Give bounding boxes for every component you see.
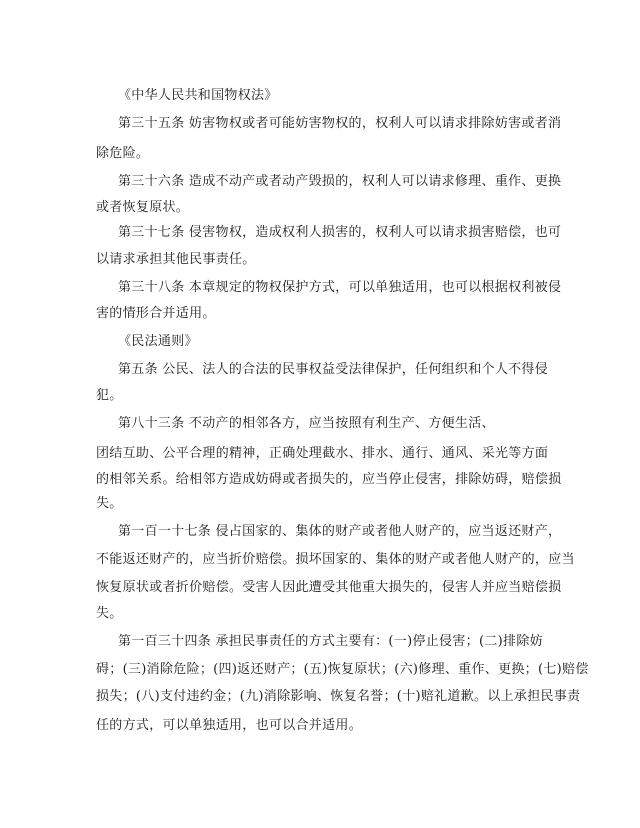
article-134-line-3: 损失；(八)支付违约金；(九)消除影响、恢复名誉；(十)赔礼道歉。以上承担民事责 — [96, 689, 581, 704]
article-83-line-1: 第八十三条 不动产的相邻各方，应当按照有利生产、方便生活、 — [118, 416, 495, 431]
article-134-line-2: 碍；(三)消除危险；(四)返还财产；(五)恢复原状；(六)修理、重作、更换；(七)赔偿 — [96, 662, 589, 677]
article-36-line-2: 或者恢复原状。 — [96, 200, 190, 215]
article-117-line-2: 不能返还财产的，应当折价赔偿。损坏国家的、集体的财产或者他人财产的，应当 — [96, 552, 575, 567]
article-134-line-4: 任的方式，可以单独适用，也可以合并适用。 — [96, 718, 363, 733]
article-37-line-2: 以请求承担其他民事责任。 — [96, 252, 256, 267]
article-83-line-3: 的相邻关系。给相邻方造成妨碍或者损失的，应当停止侵害，排除妨碍，赔偿损 — [96, 472, 562, 487]
article-37-line-1: 第三十七条 侵害物权，造成权利人损害的，权利人可以请求损害赔偿，也可 — [118, 225, 562, 240]
article-83-line-4: 失。 — [96, 496, 123, 511]
article-83-line-2: 团结互助、公平合理的精神，正确处理截水、排水、通行、通风、采光等方面 — [96, 446, 549, 461]
article-134-line-1: 第一百三十四条 承担民事责任的方式主要有：(一)停止侵害；(二)排除妨 — [118, 634, 543, 649]
law-title-civil: 《民法通则》 — [118, 334, 198, 349]
law-title-property: 《中华人民共和国物权法》 — [118, 88, 278, 103]
article-5-line-2: 犯。 — [96, 388, 123, 403]
article-117-line-3: 恢复原状或者折价赔偿。受害人因此遭受其他重大损失的，侵害人并应当赔偿损 — [96, 580, 562, 595]
article-36-line-1: 第三十六条 造成不动产或者动产毁损的，权利人可以请求修理、重作、更换 — [118, 174, 562, 189]
article-35-line-2: 除危险。 — [96, 146, 150, 161]
article-38-line-1: 第三十八条 本章规定的物权保护方式，可以单独适用，也可以根据权利被侵 — [118, 280, 562, 295]
article-5-line-1: 第五条 公民、法人的合法的民事权益受法律保护，任何组织和个人不得侵 — [118, 362, 549, 377]
article-35-line-1: 第三十五条 妨害物权或者可能妨害物权的，权利人可以请求排除妨害或者消 — [118, 116, 562, 131]
article-117-line-1: 第一百一十七条 侵占国家的、集体的财产或者他人财产的，应当返还财产， — [118, 524, 562, 539]
article-38-line-2: 害的情形合并适用。 — [96, 306, 216, 321]
article-117-line-4: 失。 — [96, 606, 123, 621]
